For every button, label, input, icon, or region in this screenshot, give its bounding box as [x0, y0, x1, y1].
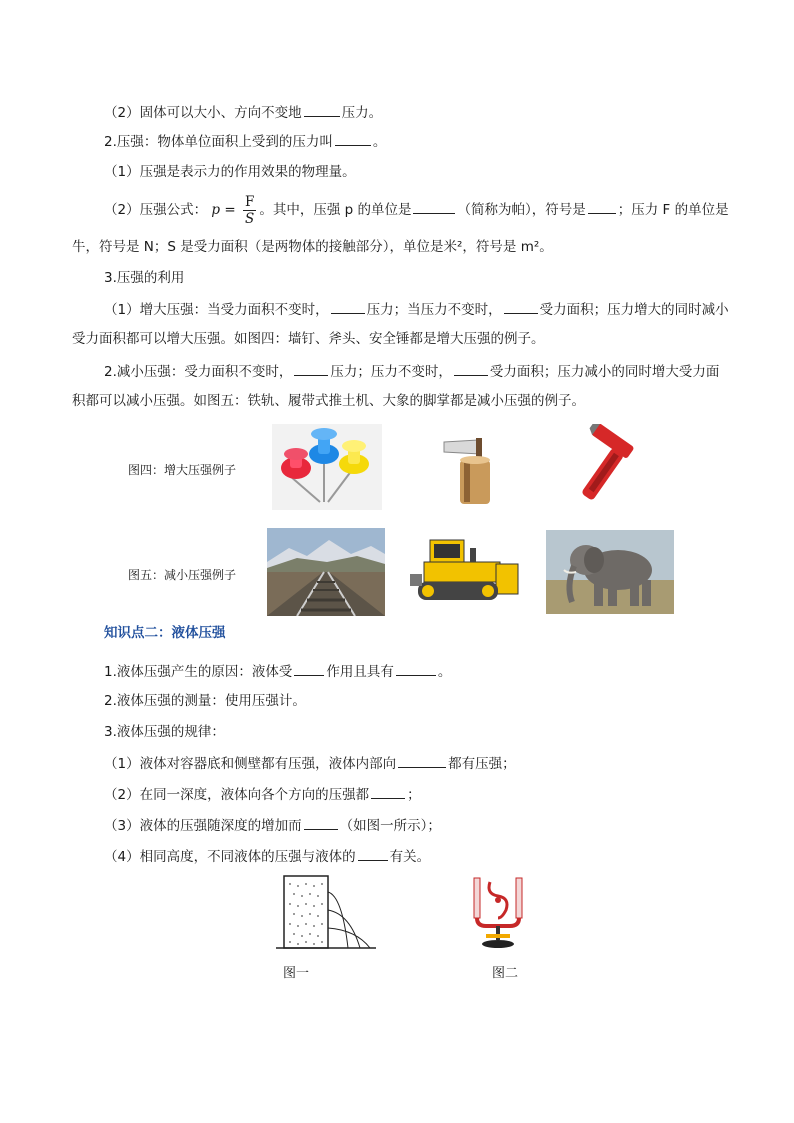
axe-on-log-image [438, 432, 504, 508]
answer-blank[interactable] [358, 846, 388, 861]
formula-fraction: $\frac{F}{S}$ [244, 193, 255, 227]
answer-blank[interactable] [335, 131, 371, 146]
answer-blank[interactable] [588, 199, 616, 214]
answer-blank[interactable] [294, 661, 324, 676]
thumbtacks-image [272, 424, 382, 510]
line-liquid-pressure-measure: 2.液体压强的测量：使用压强计。 [104, 693, 306, 709]
line-liquid-pressure-cause: 1.液体压强产生的原因：液体受 作用且具有 。 [104, 661, 451, 682]
answer-blank[interactable] [504, 299, 538, 314]
yellow-pin-icon [339, 440, 369, 474]
answer-blank[interactable] [454, 361, 488, 376]
elephant-image [546, 530, 674, 614]
answer-blank[interactable] [398, 753, 446, 768]
figure-4-caption: 图四：增大压强例子 [128, 463, 237, 477]
line-pressure-uses: 3.压强的利用 [104, 270, 185, 286]
line-rule-3: （3）液体的压强随深度的增加而 （如图一所示）； [104, 815, 441, 836]
line-rule-4: （4）相同高度，不同液体的压强与液体的 有关。 [104, 846, 430, 867]
railway-tracks-image [267, 528, 385, 616]
red-pin-icon [281, 448, 311, 479]
answer-blank[interactable] [371, 784, 405, 799]
line-increase-pressure: （1）增大压强：当受力面积不变时， 压力；当压力不变时， 受力面积；压力增大的同时减小 [104, 299, 729, 320]
formula-p: p [211, 202, 221, 218]
line-decrease-pressure: 2.减小压强：受力面积不变时， 压力；压力不变时， 受力面积；压力减小的同时增大受力面 [104, 361, 719, 382]
bulldozer-image [410, 534, 522, 608]
line-rule-2: （2）在同一深度，液体向各个方向的压强都 ； [104, 784, 421, 805]
figure-5-caption: 图五：减小压强例子 [128, 568, 237, 582]
answer-blank[interactable] [331, 299, 365, 314]
section-heading-liquid-pressure: 知识点二：液体压强 [104, 625, 226, 641]
answer-blank[interactable] [294, 361, 328, 376]
line-pressure-formula: （2）压强公式： p = $\frac{F}{S}$ 。其中，压强 p 的单位是 （简称为帕），符号是 ；压力 F 的单位是 [104, 193, 729, 227]
pressure-gauge-image [466, 874, 530, 950]
container-jets-diagram [276, 872, 376, 954]
line-liquid-pressure-rules: 3.液体压强的规律： [104, 724, 225, 740]
line-decrease-examples: 积都可以减小压强。如图五：铁轨、履带式推土机、大象的脚掌都是减小压强的例子。 [72, 393, 585, 409]
answer-blank[interactable] [413, 199, 455, 214]
figure-2-caption: 图二 [492, 966, 519, 981]
line-units: 牛，符号是 N；S 是受力面积（是两物体的接触部分），单位是米²，符号是 m²。 [72, 239, 553, 255]
answer-blank[interactable] [396, 661, 436, 676]
answer-blank[interactable] [304, 815, 338, 830]
line-pressure-definition: 2.压强：物体单位面积上受到的压力叫 。 [104, 131, 386, 152]
line-pressure-meaning: （1）压强是表示力的作用效果的物理量。 [104, 164, 356, 180]
line-increase-examples: 受力面积都可以增大压强。如图四：墙钉、斧头、安全锤都是增大压强的例子。 [72, 331, 545, 347]
line-rule-1: （1）液体对容器底和侧壁都有压强，液体内部向 都有压强； [104, 753, 516, 774]
answer-blank[interactable] [304, 102, 340, 117]
line-solid-pressure: （2）固体可以大小、方向不变地 压力。 [104, 102, 382, 123]
safety-hammer-image [566, 424, 658, 508]
figure-1-caption: 图一 [283, 966, 310, 981]
